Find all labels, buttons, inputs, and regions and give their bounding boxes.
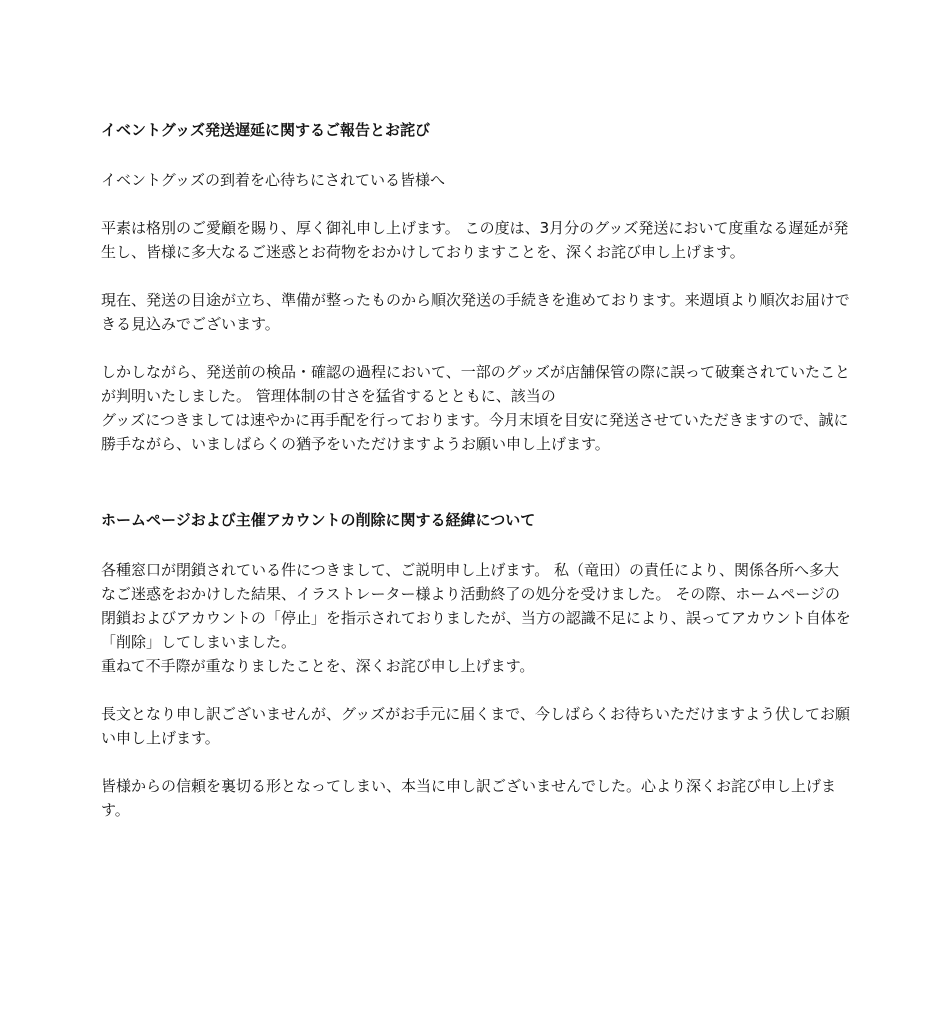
paragraph-explanation-main: 各種窓口が閉鎖されている件につきまして、ご説明申し上げます。 私（竜田）の責任により、関係各所へ多大なご迷惑をおかけした結果、イラストレーター様より活動終了の処分を受けました。 その際、ホームページの閉鎖およびアカウントの「停止」を指示されておりましたが、当方の認識不足により、誤ってアカウント自体を「削除」してしまいました。 [101, 561, 851, 651]
section-title-account-deletion: ホームページおよび主催アカウントの削除に関する経緯について [101, 511, 536, 529]
paragraph-request-patience: 長文となり申し訳ございませんが、グッズがお手元に届くまで、今しばらくお待ちいただけますよう伏してお願い申し上げます。 [101, 705, 850, 747]
paragraph-explanation [101, 558, 851, 678]
paragraph-discarded-goods-line2: グッズにつきましては速やかに再手配を行っております。今月末頃を目安に発送させていただきますので、誠に勝手ながら、いましばらくの猶予をいただけますようお願い申し上げます。 [101, 411, 849, 453]
paragraph-final-apology: 皆様からの信頼を裏切る形となってしまい、本当に申し訳ございませんでした。心より深くお詫び申し上げます。 [101, 777, 837, 819]
paragraph-discarded-goods [101, 360, 851, 456]
paragraph-apology: 平素は格別のご愛顧を賜り、厚く御礼申し上げます。 この度は、3月分のグッズ発送において度重なる遅延が発生し、皆様に多大なるご迷惑とお荷物をおかけしておりますことを、深くお詫び申し上げます。 [101, 219, 849, 261]
section-title-shipping-delay: イベントグッズ発送遅延に関するご報告とお詫び [101, 121, 430, 139]
document-body [101, 118, 851, 822]
greeting: イベントグッズの到着を心待ちにされている皆様へ [101, 171, 445, 189]
paragraph-explanation-apology: 重ねて不手際が重なりましたことを、深くお詫び申し上げます。 [101, 657, 535, 675]
paragraph-discarded-goods-line1: しかしながら、発送前の検品・確認の過程において、一部のグッズが店舗保管の際に誤って破棄されていたことが判明いたしました。 管理体制の甘さを猛省するとともに、該当の [101, 363, 850, 405]
paragraph-shipping-status: 現在、発送の目途が立ち、準備が整ったものから順次発送の手続きを進めております。来週頃より順次お届けできる見込みでございます。 [101, 291, 850, 333]
